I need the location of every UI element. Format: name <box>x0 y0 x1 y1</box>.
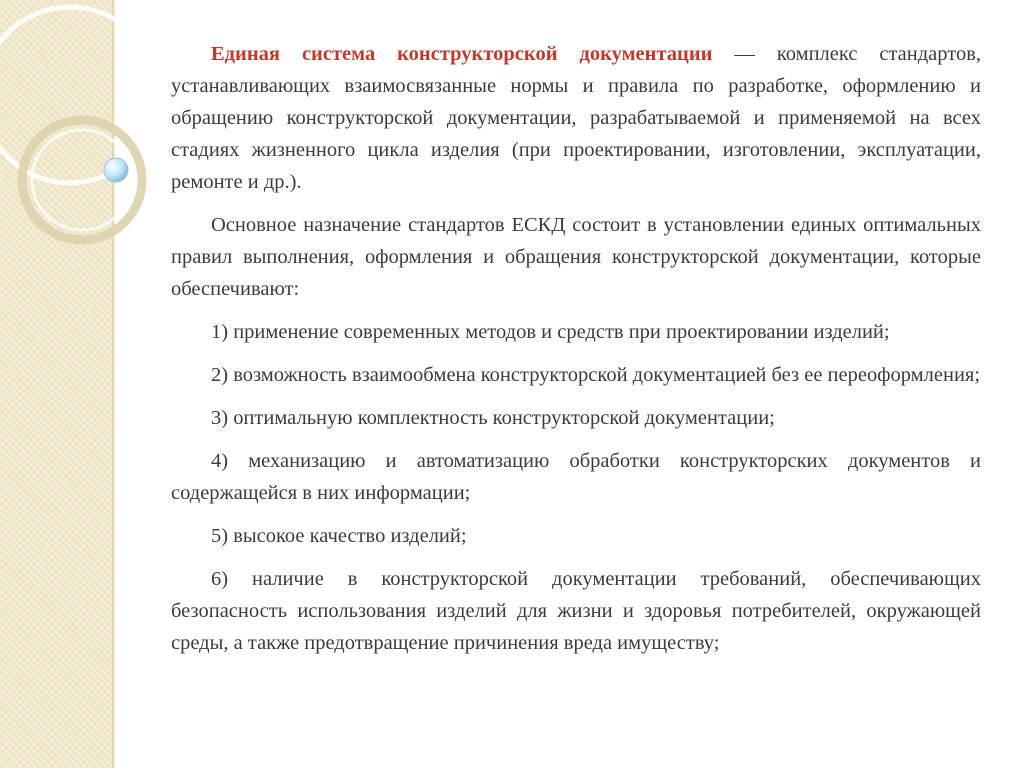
list-item: 1) применение современных методов и средств при проектировании изделий; <box>211 321 890 343</box>
document-body <box>171 38 981 670</box>
list-item: 3) оптимальную комплектность конструкторской документации; <box>211 407 775 429</box>
decorative-rings-icon <box>0 0 140 300</box>
term-definition: — комплекс стандартов, устанавливающих взаимосвязанные нормы и правила по разработке, оформлению и обращению конструкторской документации, разрабатываемой и применяемой на всех стадиях жизненного цикла изделия (при проектировании, изготовлении, эксплуатации, ремонте и др.). <box>171 43 982 193</box>
list-item: 4) механизацию и автоматизацию обработки конструкторских документов и содержащейся в них информации; <box>171 450 981 504</box>
purpose-paragraph: Основное назначение стандартов ЕСКД состоит в установлении единых оптимальных правил выполнения, оформления и обращения конструкторской документации, которые обеспечивают: <box>171 214 981 300</box>
list-item: 2) возможность взаимообмена конструкторской документацией без ее переоформления; <box>211 364 981 386</box>
list-item: 6) наличие в конструкторской документации требований, обеспечивающих безопасность использования изделий для жизни и здоровья потребителей, окружающей среды, а также предотвращение причинения вреда имуществу; <box>171 568 981 654</box>
intro-paragraph <box>171 38 981 198</box>
term-highlight: Единая система конструкторской документации <box>211 43 713 65</box>
list-item: 5) высокое качество изделий; <box>211 525 467 547</box>
blue-bead <box>104 158 128 182</box>
